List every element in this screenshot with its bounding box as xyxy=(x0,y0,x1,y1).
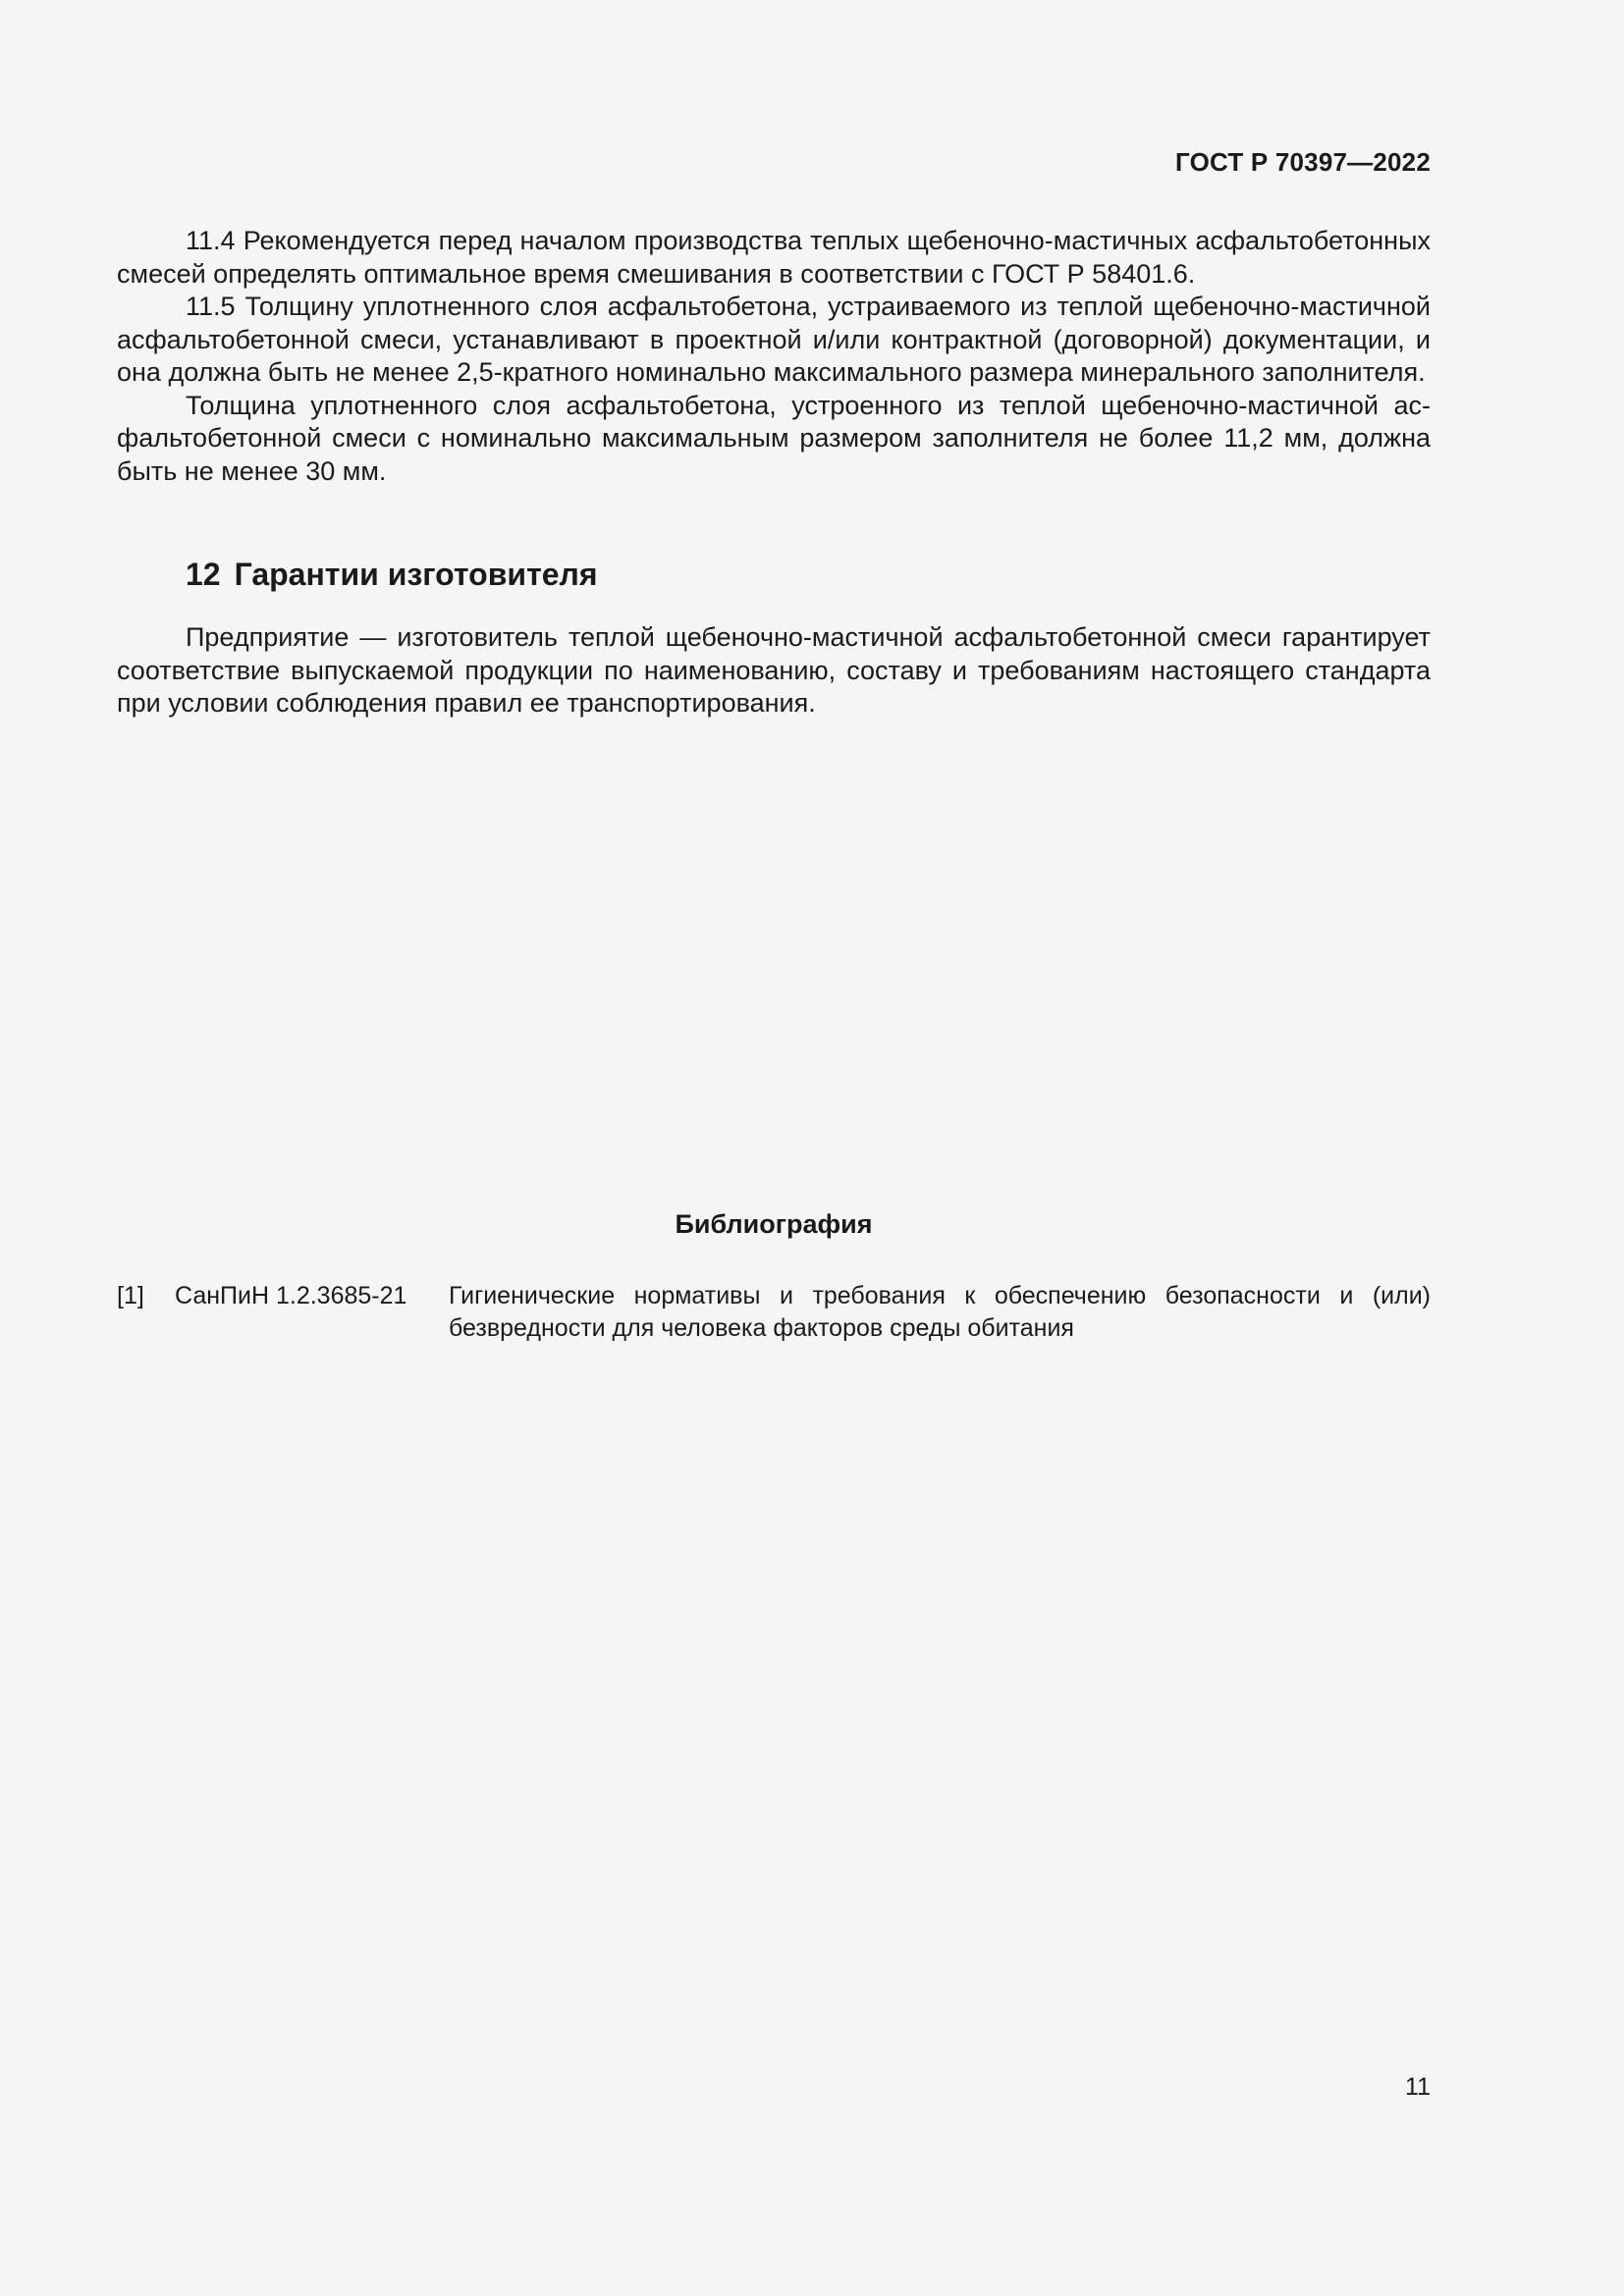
bibliography-entry-number: [1] xyxy=(117,1282,144,1309)
bibliography-entry-description: Гигиенические нормативы и требования к обеспечению безопасности и (или) безвредности для человека факторов среды обитания xyxy=(449,1282,1431,1342)
paragraph-11-5-thickness: Толщина уплотненного слоя асфальтобетона, устроенного из теплой щебеночно-мастичной асфальтобетонной смеси с номинально максимальным размером заполнителя не более 11,2 мм, должна быть не менее 30 мм. xyxy=(117,390,1431,486)
section-title: Гарантии изготовителя xyxy=(234,557,598,592)
page-number: 11 xyxy=(1405,2073,1431,2101)
paragraph-11-5: 11.5 Толщину уплотненного слоя асфальтобетона, устраиваемого из теплой щебеночно-мастичной асфальтобетонной смеси, устанавливают в проектной и/или контрактной (договорной) документации, и она должна быть не менее 2,5-кратного номинально максимального размера минерального заполнителя. xyxy=(117,292,1431,387)
section-number: 12 xyxy=(186,557,221,592)
section-12-heading xyxy=(186,557,598,593)
paragraph-12: Предприятие — изготовитель теплой щебеночно-мастичной асфальтобетонной смеси гарантирует соответствие выпускаемой продукции по наименованию, составу и требованиям настоящего стандарта при условии соблюдения правил ее транспортирования. xyxy=(117,622,1431,718)
section-12-body xyxy=(117,621,1431,721)
section-11-body xyxy=(117,225,1431,488)
standard-header: ГОСТ Р 70397—2022 xyxy=(1175,147,1431,177)
bibliography-title: Библиография xyxy=(675,1209,873,1239)
bibliography-entry-document: СанПиН 1.2.3685-21 xyxy=(175,1282,407,1309)
paragraph-11-4: 11.4 Рекомендуется перед началом производства теплых щебеночно-мастичных асфальтобетонных смесей определять оптимальное время смешивания в соответствии с ГОСТ Р 58401.6. xyxy=(117,226,1431,289)
